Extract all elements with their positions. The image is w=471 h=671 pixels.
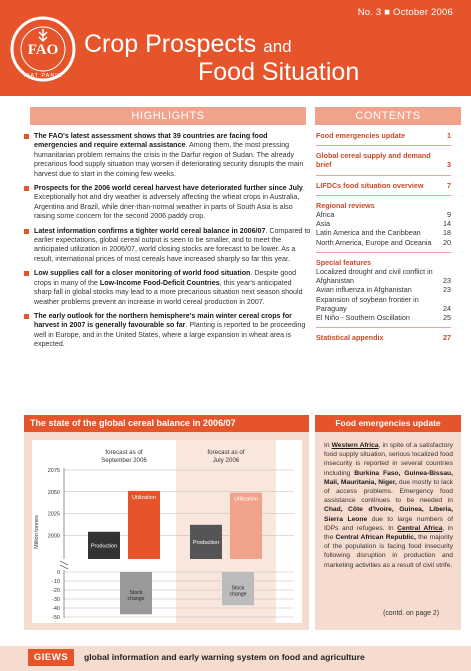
toc-page-number: 3 [447,160,451,170]
toc-title: Food emergencies update [316,131,406,140]
cereal-balance-chart [24,432,309,630]
food-emergencies-text: In Western Africa, in spite of a satisfactory food supply situation, serious localized food insecurity is reported in several countries including Burkina Faso, Guinea-Bissau, Mali, Mauritania, Niger, due mostly to lack of access problems. Emergency food assistance continues to be needed in Chad, Côte d'Ivoire, Guinea, Liberia, Sierra Leone due to large numbers of IDPs and refugees. In Central Africa, in the Central African Republic, the majority of the population is facing food insecurity following disruption in production and marketing activities as a result of civil strife. [324,442,454,569]
category-label: forecast as of [105,449,143,456]
toc-title: Latin America and the Caribbean [316,228,421,238]
giews-badge: GIEWS [28,649,74,666]
contents-heading: CONTENTS [315,107,461,125]
fao-logo [8,14,78,84]
publication-title-line2: Food Situation [198,58,360,86]
bar-label: Production [90,543,118,550]
toc-page-number: 24 [443,303,451,313]
toc-subentry[interactable] [316,267,451,285]
bar-label: change [127,596,145,603]
highlight-emphasis: Low-Income Food-Deficit Countries [99,278,220,287]
toc-page-number: 20 [443,237,451,247]
tick-label: 2025 [47,511,60,518]
footer-text: global information and early warning system on food and agriculture [84,652,365,662]
toc-title: Global cereal supply and demand brief [316,151,431,170]
fao-logo-motto: FIAT PANIS [23,73,63,79]
fao-logo-letters: FAO [27,42,59,58]
highlight-item: Prospects for the 2006 world cereal harvest have deteriorated further since July. Exceptionally hot and dry weather is adversely affecting the wheat crops in Australia, Argentina and Brazil, while drier-than-normal weather in parts of South Asia is also raising some concern for the second 2006 paddy crop. [24,184,311,222]
toc-subentry[interactable] [316,295,451,313]
toc-title: El Niño - Southern Oscillation [316,313,410,323]
toc-title: Expansion of soybean frontier in Paraguay [316,294,419,313]
tick-label: -10 [52,579,60,585]
toc-title: Localized drought and civil conflict in Afghanistan [316,267,433,286]
tick-label: -20 [52,588,60,594]
tick-label: 0 [56,570,60,576]
toc-group-title[interactable] [316,258,451,267]
toc-subentry[interactable] [316,313,451,322]
table-of-contents [316,131,451,342]
chart-heading: The state of the global cereal balance in 2006/07 [24,415,309,432]
toc-subentry[interactable] [316,210,451,219]
toc-title: North America, Europe and Oceania [316,237,432,247]
highlight-lead: The FAO's latest assessment shows that 39 countries are facing food emergencies and require external assistance [34,132,268,150]
category-label: forecast as of [207,449,245,456]
toc-divider [316,327,451,328]
toc-divider [316,195,451,196]
utilization-bar [128,491,160,559]
tick-label: -50 [52,615,60,621]
bullet-square-icon [24,314,29,319]
tick-label: 2050 [47,489,60,496]
toc-title: Special features [316,257,372,267]
title-and: and [263,37,292,56]
category-label: July 2006 [212,457,240,464]
toc-entry[interactable] [316,181,451,190]
toc-divider [316,145,451,146]
bar-label: Utilization [234,496,258,503]
y-axis-label: Million tonnes [34,515,40,549]
highlights-list [24,132,311,355]
food-emergencies-heading: Food emergencies update [315,415,461,432]
bar-label: Production [192,539,220,546]
issue-number: No. 3 ■ October 2006 [357,7,453,18]
toc-page-number: 1 [447,131,451,140]
highlights-heading: HIGHLIGHTS [30,107,306,125]
highlight-item: Latest information confirms a tighter world cereal balance in 2006/07. Compared to earlier expectations, global cereal output is seen to be smaller, and to meet the anticipated utilization in 2006/07, world closing stocks are forecast to be lower. As a result, international prices of most cereals have increased sharply so far this year. [24,227,311,265]
toc-divider [316,175,451,176]
category-label: September 2006 [101,457,147,464]
tick-label: -30 [52,597,60,603]
tick-label: 2000 [47,533,60,540]
title-main: Crop Prospects [84,30,257,58]
publication-title-line1 [84,30,292,59]
highlight-item: The early outlook for the northern hemisphere's main winter cereal crops for harvest in 2007 is generally favourable so far. Planting is reported to be proceeding well in Europe, and in the United States, where a large expansion in wheat area is expected. [24,312,311,350]
highlight-lead: Latest information confirms a tighter world cereal balance in 2006/07 [34,226,266,235]
toc-title: Asia [316,219,330,229]
toc-group-title[interactable] [316,201,451,210]
bar-label: Stock [231,585,245,592]
toc-entry[interactable] [316,333,451,342]
toc-subentry[interactable] [316,285,451,294]
bullet-square-icon [24,271,29,276]
toc-title: Regional reviews [316,200,375,210]
toc-page-number: 18 [443,228,451,238]
toc-entry[interactable] [316,131,451,140]
tick-label: 2075 [47,468,60,474]
toc-page-number: 23 [443,276,451,286]
highlight-lead: The early outlook for the northern hemisphere's main winter cereal crops for harvest in 2007 is generally favourable so far [34,311,292,330]
toc-title: Statistical appendix [316,333,384,343]
bullet-square-icon [24,186,29,191]
highlight-item: The FAO's latest assessment shows that 39 countries are facing food emergencies and require external assistance. Among them, the most pressing humanitarian problem remains the crisis in the Darfur region of Sudan. The already precarious food supply situation may worsen if deteriorating security disrupts the main harvest due to start in the coming few weeks. [24,132,311,179]
toc-page-number: 14 [443,219,451,229]
toc-subentry[interactable] [316,238,451,247]
highlight-lead: Prospects for the 2006 world cereal harvest have deteriorated further since July [34,184,303,193]
toc-subentry[interactable] [316,219,451,228]
bullet-square-icon [24,134,29,139]
highlight-item: Low supplies call for a closer monitoring of world food situation. Despite good crops in many of the Low-Income Food-Deficit Countries, this year's anticipated sharp fall in global stocks may lead to a more precarious situation next season should weather problems prevent an increase in world cereal production in 2007. [24,269,311,307]
continued-note: (contd. on page 2) [383,610,439,617]
bar-label: Utilization [132,494,156,501]
toc-page-number: 23 [443,285,451,295]
toc-entry[interactable] [316,151,451,169]
toc-page-number: 27 [443,333,451,343]
bullet-square-icon [24,229,29,234]
bar-label: change [229,591,247,598]
toc-page-number: 7 [447,180,451,190]
food-emergencies-box [315,432,461,630]
toc-subentry[interactable] [316,228,451,237]
tick-label: -40 [52,606,60,612]
toc-title: Africa [316,210,335,220]
toc-title: Avian influenza in Afghanistan [316,285,412,295]
highlight-lead: Low supplies call for a closer monitoring of world food situation [34,269,251,278]
toc-divider [316,252,451,253]
toc-page-number: 9 [447,210,451,220]
toc-page-number: 25 [443,313,451,323]
toc-title: LIFDCs food situation overview [316,180,424,190]
bar-label: Stock [129,590,143,597]
